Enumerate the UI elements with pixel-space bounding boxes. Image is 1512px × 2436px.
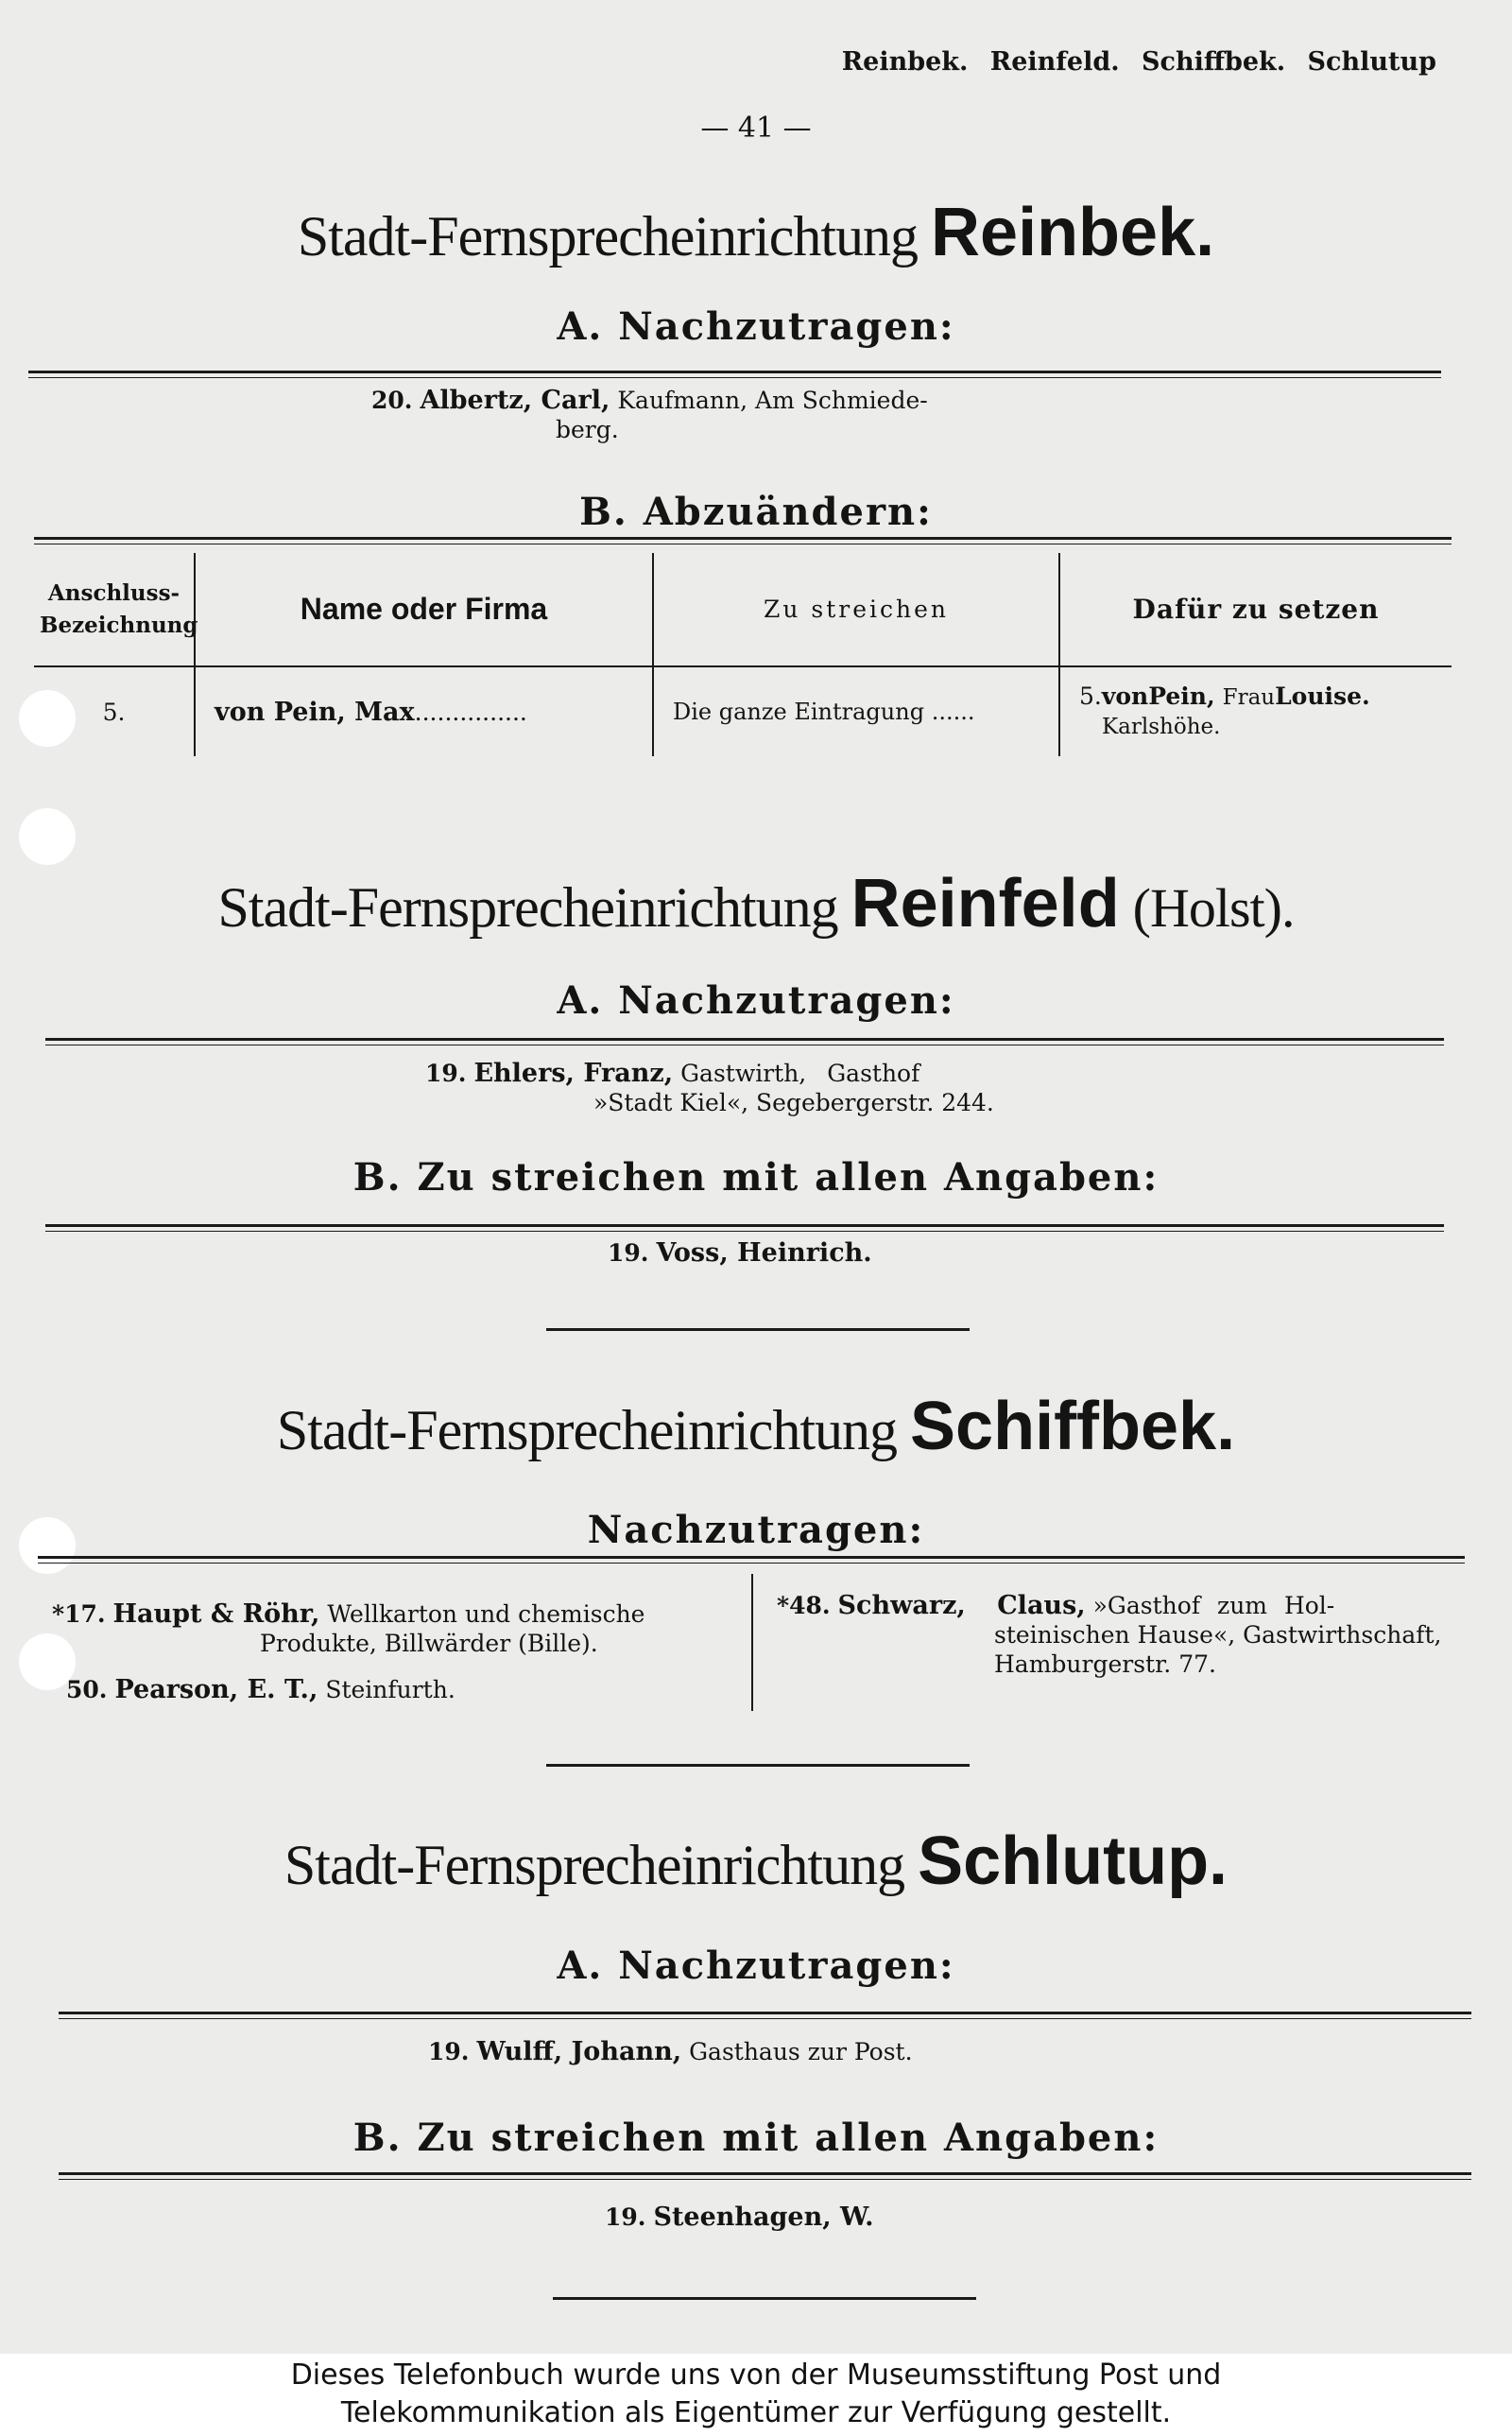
section-title-reinfeld [0, 865, 1512, 942]
table-row [34, 666, 1452, 756]
double-rule [34, 537, 1452, 544]
section-end-rule [546, 1328, 970, 1331]
double-rule [59, 2172, 1471, 2180]
cell-number: 5. [34, 666, 195, 756]
entry-pearson: 50. Pearson, E. T., Steinfurth. [66, 1675, 455, 1704]
entry-steenhagen: 19. Steenhagen, W. [605, 2203, 874, 2232]
cell-name: von Pein, Max............... [195, 666, 653, 756]
town-name: Schlutup. [918, 1823, 1228, 1899]
cell-strike: Die ganze Eintragung ...... [653, 666, 1059, 756]
page-number: — 41 — [700, 112, 812, 145]
entry-ehlers: 19. Ehlers, Franz, Gastwirth, Gasthof »Stadt Kiel«, Segebergerstr. 244. [425, 1059, 994, 1116]
entry-voss: 19. Voss, Heinrich. [608, 1238, 872, 1268]
double-rule [38, 1556, 1465, 1564]
subsection-heading: A. Nachzutragen: [557, 1944, 955, 1988]
subsection-heading: B. Zu streichen mit allen Angaben: [352, 2116, 1160, 2160]
punch-hole [19, 808, 76, 865]
subsection-heading: A. Nachzutragen: [557, 304, 955, 349]
town-suffix: (Holst). [1132, 877, 1295, 939]
entry-wulff: 19. Wulff, Johann, Gasthaus zur Post. [428, 2037, 913, 2066]
archive-footer [0, 2354, 1512, 2436]
entry-schwarz: *48. Schwarz, Claus, »Gasthof zum Hol- steinischen Hause«, Gastwirthschaft, Hamburgerstr. 77. [777, 1591, 1442, 1678]
subsection-heading: A. Nachzutragen: [557, 978, 955, 1023]
entry-haupt-roehr: *17. Haupt & Röhr, Wellkarton und chemische Produkte, Billwärder (Bille). [52, 1599, 645, 1657]
town-name: Reinfeld [850, 866, 1120, 942]
column-divider [751, 1574, 753, 1711]
double-rule [28, 371, 1441, 378]
title-prefix: Stadt-Fernsprecheinrichtung [284, 1834, 905, 1896]
subsection-heading: Nachzutragen: [587, 1508, 925, 1552]
title-prefix: Stadt-Fernsprecheinrichtung [297, 205, 919, 268]
cell-set: 5.vonPein, FrauLouise. Karlshöhe. [1079, 682, 1370, 739]
changes-table [34, 553, 1452, 756]
section-title-reinbek [0, 194, 1512, 271]
section-title-schlutup [0, 1823, 1512, 1900]
running-head: Reinbek. Reinfeld. Schiffbek. Schlutup [841, 47, 1436, 77]
title-prefix: Stadt-Fernsprecheinrichtung [217, 876, 838, 939]
subsection-heading: B. Abzuändern: [579, 490, 933, 534]
col-header-set: Dafür zu setzen [1132, 594, 1380, 625]
footer-line: Dieses Telefonbuch wurde uns von der Museumsstiftung Post und [290, 2358, 1222, 2392]
town-name: Reinbek. [931, 195, 1215, 270]
double-rule [45, 1038, 1444, 1045]
footer-line: Telekommunikation als Eigentümer zur Verfügung gestellt. [340, 2396, 1172, 2429]
double-rule [59, 2012, 1471, 2019]
entry-albertz: 20. Albertz, Carl, Kaufmann, Am Schmiede- berg. [371, 386, 928, 443]
section-title-schiffbek [0, 1388, 1512, 1465]
col-header-strike: Zu streichen [653, 553, 1059, 666]
col-header-anschluss: Anschluss- Bezeichnung [34, 553, 195, 666]
col-header-name: Name oder Firma [195, 553, 653, 666]
town-name: Schiffbek. [910, 1389, 1236, 1464]
title-prefix: Stadt-Fernsprecheinrichtung [276, 1399, 898, 1461]
section-end-rule [553, 2297, 976, 2300]
double-rule [45, 1224, 1444, 1232]
section-end-rule [546, 1764, 970, 1767]
subsection-heading: B. Zu streichen mit allen Angaben: [352, 1155, 1160, 1200]
